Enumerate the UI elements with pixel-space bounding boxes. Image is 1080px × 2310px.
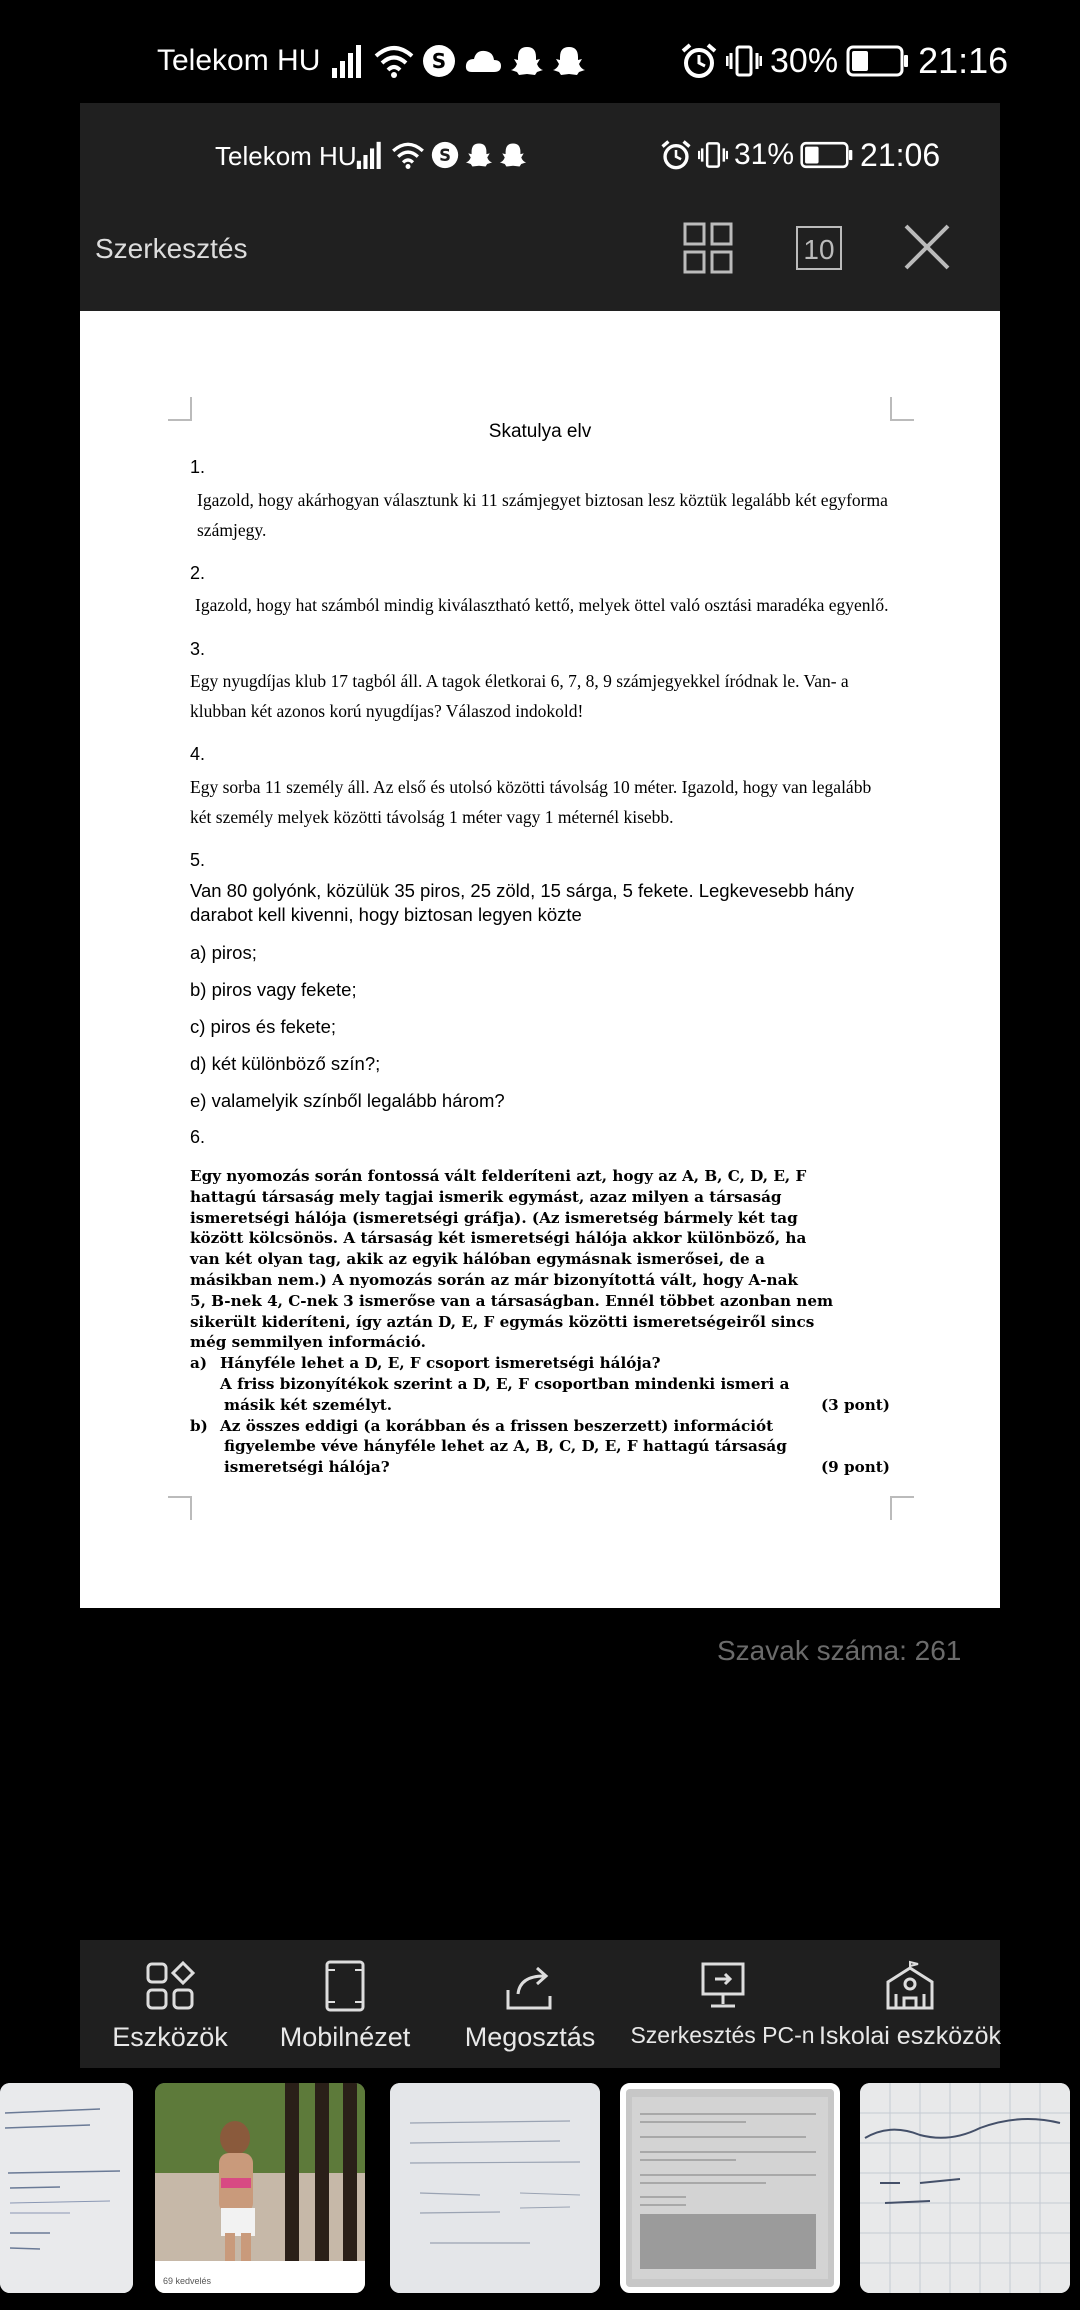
school-icon <box>884 1960 936 2012</box>
recent-thumbnail-selected[interactable] <box>620 2083 840 2293</box>
inner-status-icons <box>355 135 527 175</box>
edit-on-pc-label: Szerkesztés PC-n <box>630 2022 815 2048</box>
mobile-view-icon <box>319 1960 371 2012</box>
share-label: Megosztás <box>464 2022 596 2052</box>
problem-6-text <box>190 1166 890 1478</box>
problem-text-line: között kölcsönös. A társaság két ismeretségi hálója akkor különböző, ha <box>190 1229 807 1248</box>
problem-number: 3. <box>190 639 206 659</box>
subquestion-text: Hányféle lehet a D, E, F csoport ismeretségi hálója? <box>220 1354 661 1373</box>
wifi-icon <box>391 141 425 169</box>
answer-option: d) két különböző szín?; <box>190 1053 381 1074</box>
vibrate-icon <box>726 43 762 79</box>
grid-paper-image <box>860 2083 1070 2293</box>
problem-number: 6. <box>190 1127 206 1147</box>
subquestion-text: figyelembe véve hányféle lehet az A, B, C, D, E, F hattagú társaság <box>224 1437 787 1456</box>
inner-carrier-label: Telekom HU <box>215 141 357 171</box>
grid-icon <box>683 222 733 274</box>
recent-thumbnail[interactable] <box>0 2083 133 2293</box>
recent-thumbnail[interactable] <box>860 2083 1070 2293</box>
problem-text: Igazold, hogy hat számból mindig kiválasztható kettő, melyek öttel való osztási maradéka egyenlő. <box>195 595 889 615</box>
page-count-button[interactable]: 10 <box>796 226 842 270</box>
problem-text-line: sikerült kideríteni, így aztán D, E, F egymás közötti ismeretségeiről sincs <box>190 1312 815 1331</box>
svg-text:S: S <box>431 49 447 73</box>
vibrate-icon <box>698 140 728 170</box>
edit-on-pc-button[interactable] <box>630 1940 815 2068</box>
document-page <box>80 311 1000 1608</box>
snapchat-icon <box>465 141 493 169</box>
bottom-toolbar <box>80 1940 1000 2068</box>
skype-icon <box>422 44 456 78</box>
problem-number: 5. <box>190 850 206 870</box>
status-icons-right <box>680 38 1008 84</box>
problem-text-line: Egy nyomozás során fontossá vált felderíteni azt, hogy az A, B, C, D, E, F <box>190 1167 807 1185</box>
problem-text-line: még semmilyen információ. <box>190 1333 426 1352</box>
problem-text: Egy sorba 11 személy áll. Az első és utolsó közötti távolság 10 méter. Igazold, hogy van legalább <box>190 777 872 797</box>
problem-number: 1. <box>190 457 206 477</box>
status-icons-left <box>330 38 586 84</box>
inner-clock: 21:06 <box>860 136 941 173</box>
subquestion-text: A friss bizonyítékok szerint a D, E, F csoportban mindenki ismeri a <box>220 1374 790 1393</box>
likes-caption: 69 kedvelés <box>163 2276 212 2286</box>
problem-text-line: ismeretségi hálója (ismeretségi gráfja). (Az ismeretség bármely két tag <box>190 1208 798 1227</box>
points-label: (3 pont) <box>820 1395 890 1414</box>
edit-title: Szerkesztés <box>95 233 248 264</box>
recent-thumbnail[interactable] <box>155 2083 365 2293</box>
inner-battery-percent: 31% <box>734 138 795 171</box>
share-button[interactable] <box>460 1940 600 2068</box>
close-button[interactable] <box>903 223 951 271</box>
points-label: (9 pont) <box>820 1458 890 1477</box>
subquestion-a <box>190 1353 890 1374</box>
answer-option: e) valamelyik színből legalább három? <box>190 1090 505 1111</box>
word-count: Szavak száma: 261 <box>717 1635 962 1666</box>
problem-text: két személy melyek közötti távolság 1 méter vagy 1 méternél kisebb. <box>190 807 674 827</box>
clock: 21:16 <box>918 40 1009 81</box>
carrier-label: Telekom HU <box>157 44 321 77</box>
subquestion-b <box>190 1416 890 1437</box>
battery-percent: 30% <box>770 41 839 80</box>
share-icon <box>504 1960 556 2012</box>
snapchat-icon <box>552 44 586 78</box>
answer-option: b) piros vagy fekete; <box>190 979 357 1000</box>
page-corner-mark <box>168 1496 192 1520</box>
mobile-view-label: Mobilnézet <box>279 2022 411 2052</box>
preview-header <box>80 103 1000 311</box>
inner-status-right <box>660 135 940 175</box>
handwritten-notes-image <box>0 2083 133 2293</box>
battery-icon <box>800 141 854 169</box>
school-tools-label: Iskolai eszközök <box>818 2022 1002 2050</box>
document-title: Skatulya elv <box>488 421 592 442</box>
signal-icon <box>330 44 366 78</box>
problem-text: klubban két azonos korú nyugdíjas? Válaszod indokold! <box>190 701 584 721</box>
signal-icon <box>355 141 385 169</box>
problem-text-line: 5, B-nek 4, C-nek 3 ismerőse van a társaságban. Ennél többet azonban nem <box>190 1291 834 1310</box>
svg-text:S: S <box>439 145 451 165</box>
subquestion-text: másik két személyt. <box>224 1395 392 1414</box>
subquestion-text: ismeretségi hálója? <box>224 1458 390 1477</box>
answer-option: a) piros; <box>190 942 257 963</box>
problem-text: számjegy. <box>197 520 267 540</box>
tools-icon <box>144 1960 196 2012</box>
skype-icon <box>431 141 459 169</box>
school-tools-button[interactable] <box>818 1940 1002 2068</box>
problem-text-line: hattagú társaság mely tagjai ismerik egymást, azaz milyen a társaság <box>190 1187 782 1206</box>
alarm-icon <box>660 139 692 171</box>
cloud-icon <box>464 44 502 78</box>
tools-label: Eszközök <box>112 2022 228 2052</box>
snapchat-icon <box>510 44 544 78</box>
page-corner-mark <box>890 1496 914 1520</box>
page-corner-mark <box>168 397 192 421</box>
alarm-icon <box>680 42 718 80</box>
subquestion-text-row <box>190 1395 890 1416</box>
problem-text: Egy nyugdíjas klub 17 tagból áll. A tagok életkorai 6, 7, 8, 9 számjegyekkel íródnak le. Van- a <box>190 671 849 691</box>
answer-option: c) piros és fekete; <box>190 1016 337 1037</box>
tools-button[interactable] <box>100 1940 240 2068</box>
notebook-page-image <box>390 2083 600 2293</box>
problem-number: 2. <box>190 563 206 583</box>
problem-text: Van 80 golyónk, közülük 35 piros, 25 zöld, 15 sárga, 5 fekete. Legkevesebb hány <box>190 880 855 901</box>
wifi-icon <box>374 44 414 78</box>
battery-icon <box>846 45 910 77</box>
monitor-icon <box>697 1960 749 2012</box>
recent-thumbnail[interactable] <box>390 2083 600 2293</box>
problem-text: Igazold, hogy akárhogyan választunk ki 11 számjegyet biztosan lesz köztük legalább két egyforma <box>197 490 888 510</box>
snapchat-icon <box>499 141 527 169</box>
problem-number: 4. <box>190 744 206 764</box>
grid-view-button[interactable] <box>683 222 733 274</box>
problem-text: darabot kell kivenni, hogy biztosan legyen közte <box>190 904 582 925</box>
photo-image <box>155 2083 365 2293</box>
problem-text-line: van két olyan tag, akik az egyik hálóban egymásnak ismerősei, de a <box>190 1250 765 1269</box>
document-screenshot-image <box>626 2089 834 2287</box>
subquestion-text: Az összes eddigi (a korábban és a frissen beszerzett) információt <box>220 1416 774 1435</box>
subquestion-label: b) <box>190 1416 208 1435</box>
mobile-view-button[interactable] <box>270 1940 420 2068</box>
problem-text-line: másikban nem.) A nyomozás során az már bizonyítottá vált, hogy A-nak <box>190 1270 798 1289</box>
page-corner-mark <box>890 397 914 421</box>
subquestion-text-row <box>190 1457 890 1478</box>
document-preview <box>80 103 1000 1608</box>
close-icon <box>903 223 951 271</box>
subquestion-label: a) <box>190 1354 208 1373</box>
